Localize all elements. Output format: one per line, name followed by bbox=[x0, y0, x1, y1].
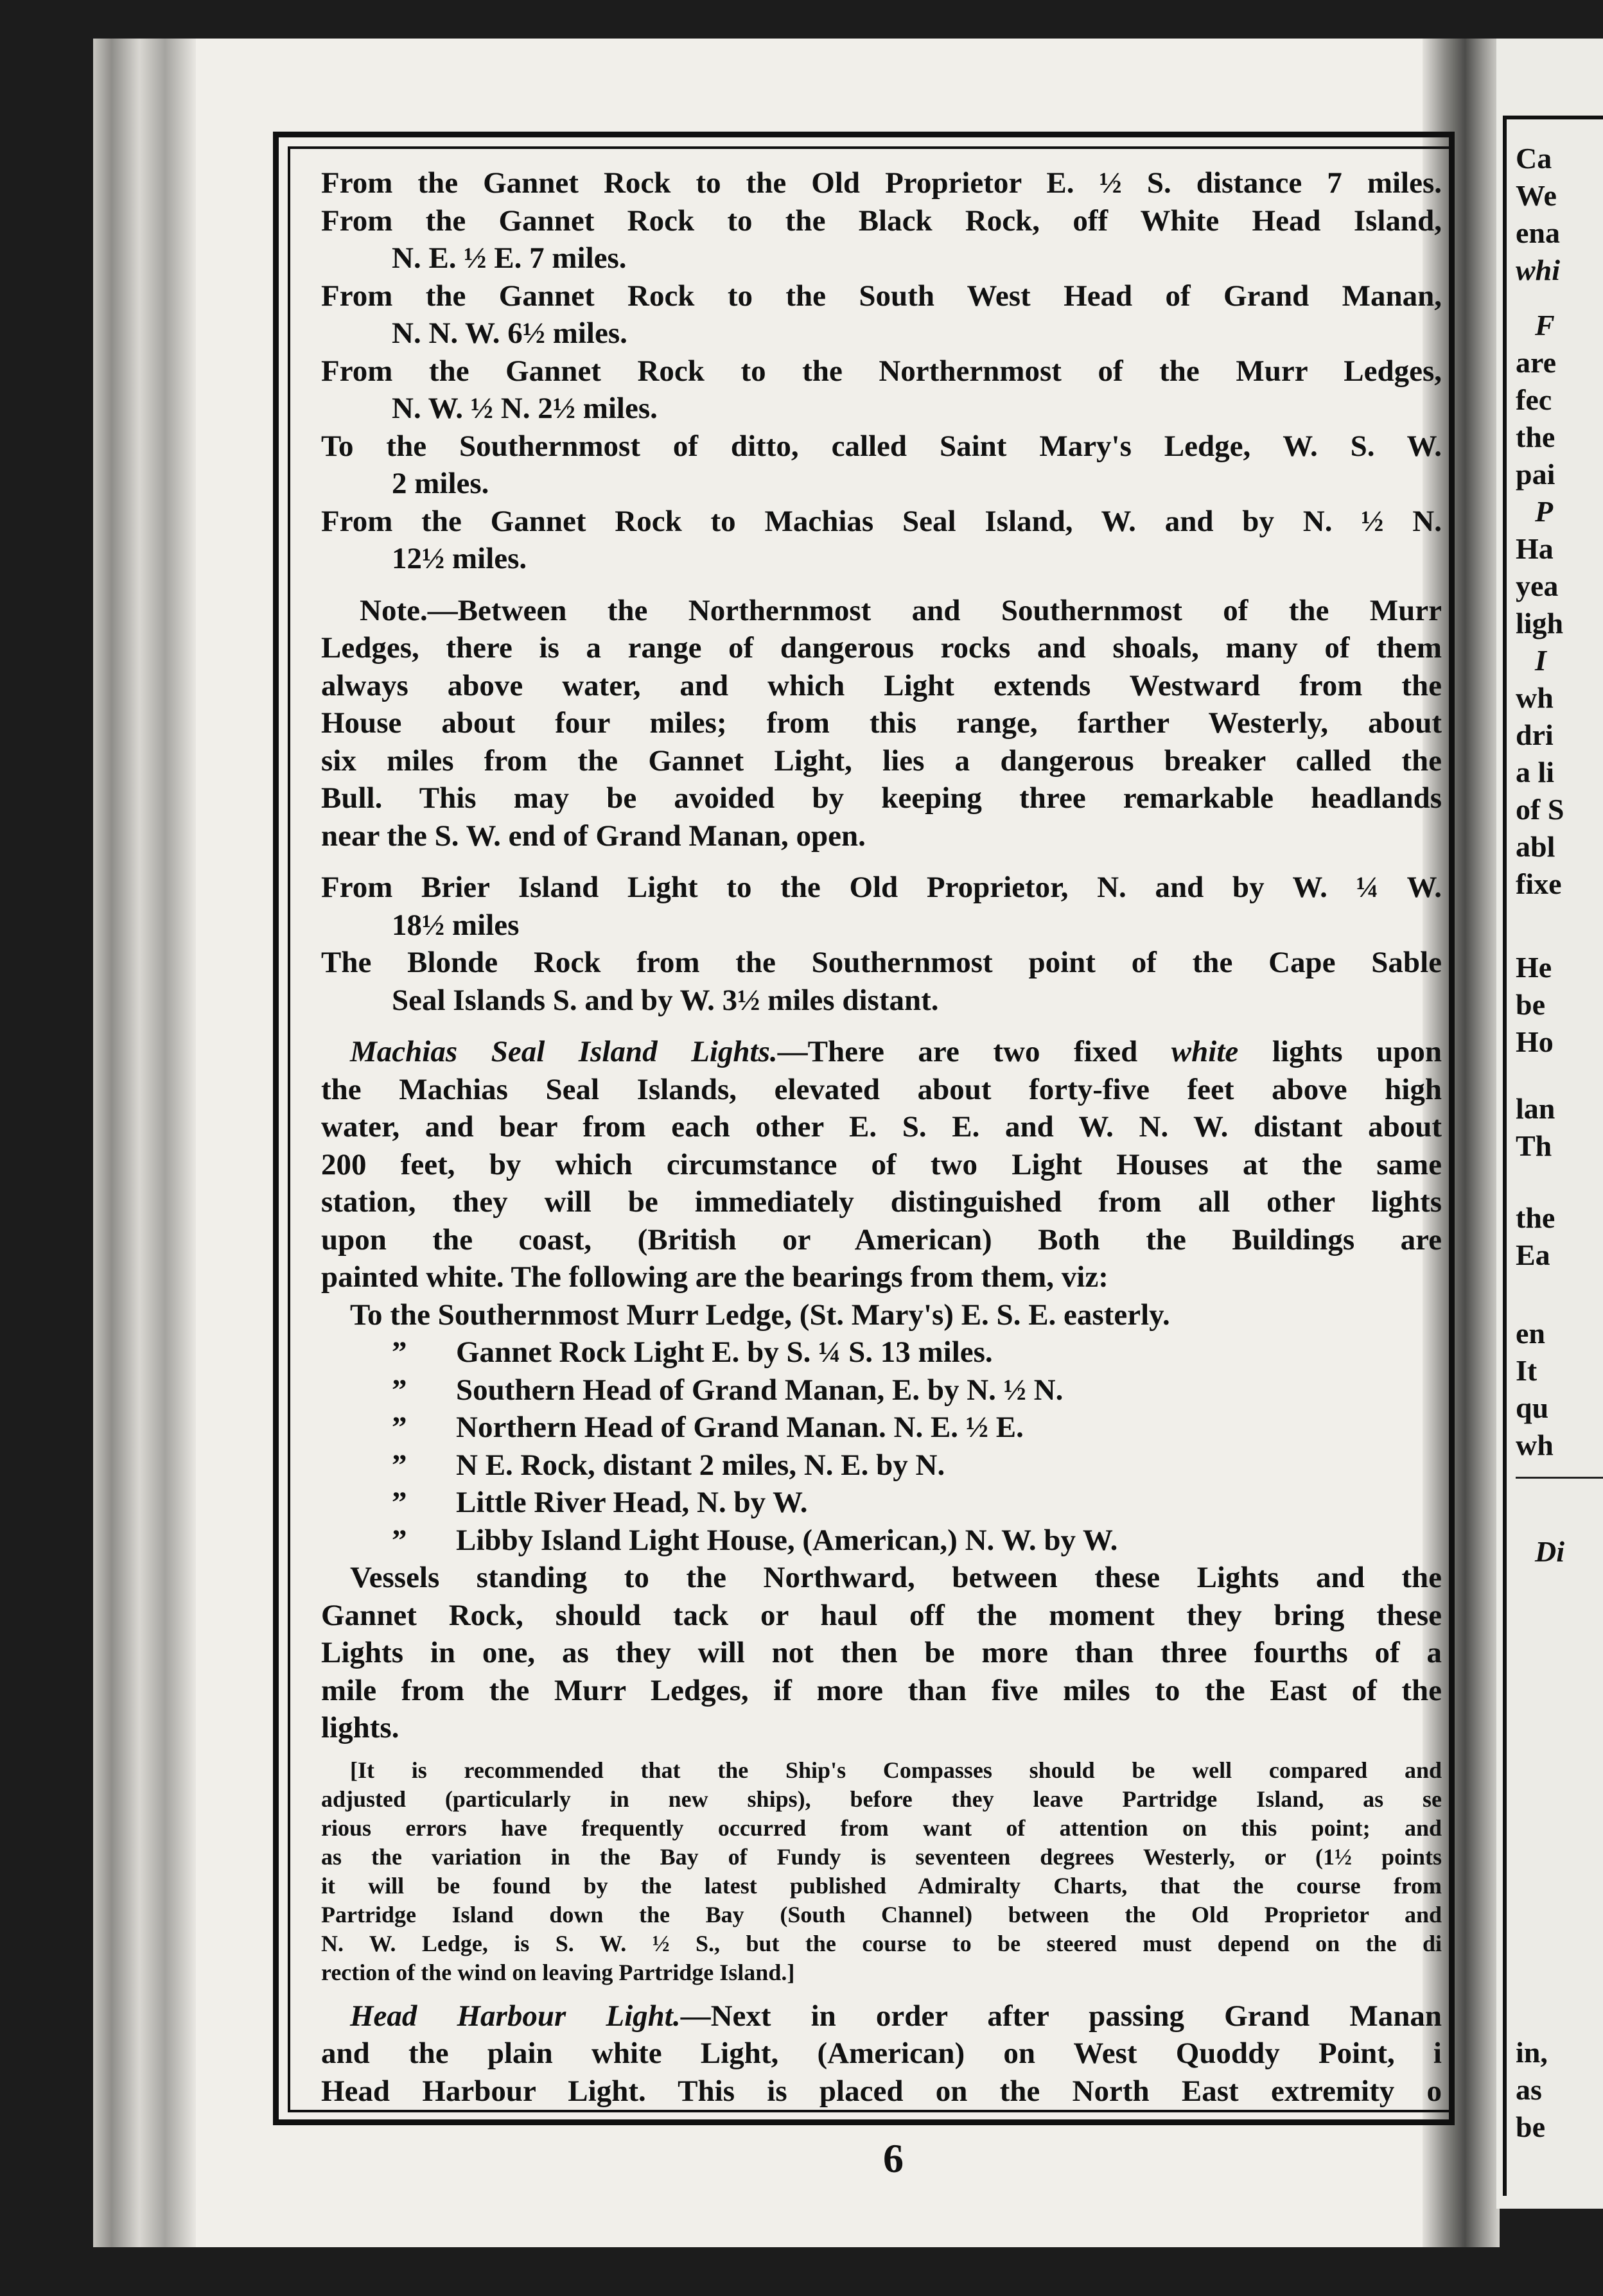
adjacent-fragment: Th bbox=[1516, 1129, 1552, 1162]
bearing-row bbox=[321, 1447, 1442, 1484]
bearing-text: N E. Rock, distant 2 miles, N. E. by N. bbox=[456, 1448, 945, 1482]
adjacent-fragment: the bbox=[1516, 1201, 1555, 1234]
bearing-row bbox=[321, 1484, 1442, 1522]
adjacent-fragment: Ea bbox=[1516, 1239, 1550, 1271]
adjacent-fragment: F bbox=[1535, 309, 1555, 342]
footnote-line: it will be found by the latest published Admiralty Charts, that the course from bbox=[321, 1872, 1442, 1899]
bearing-row bbox=[321, 1334, 1442, 1371]
text-line: 12½ miles. bbox=[392, 542, 527, 575]
adjacent-fragment: are bbox=[1516, 346, 1557, 379]
text-line: Gannet Rock, should tack or haul off the moment they bring these bbox=[321, 1598, 1442, 1632]
adjacent-fragment: in, bbox=[1516, 2036, 1548, 2069]
footnote-line: [It is recommended that the Ship's Compasses should be well compared and bbox=[350, 1757, 1442, 1783]
bearing-text: Gannet Rock Light E. by S. ¼ S. 13 miles. bbox=[456, 1335, 993, 1369]
ditto-mark: ” bbox=[392, 1373, 407, 1407]
adjacent-fragment: Ca bbox=[1516, 142, 1552, 175]
paragraph-gap bbox=[321, 1987, 1442, 1997]
adjacent-fragment: en bbox=[1516, 1317, 1545, 1350]
paragraph-gap bbox=[321, 855, 1442, 869]
text-line: Head Harbour Light.—Next in order after passing Grand Manan bbox=[350, 1999, 1442, 2033]
text-line: Seal Islands S. and by W. 3½ miles distant. bbox=[392, 983, 939, 1017]
bearing-row bbox=[321, 1409, 1442, 1447]
text-line: From Brier Island Light to the Old Proprietor, N. and by W. ¼ W. bbox=[321, 871, 1442, 904]
text-line: and the plain white Light, (American) on West Quoddy Point, i bbox=[321, 2037, 1442, 2070]
adjacent-fragment: whi bbox=[1516, 254, 1561, 286]
adjacent-fragment: I bbox=[1535, 644, 1546, 677]
ditto-mark: ” bbox=[392, 1486, 407, 1519]
text-line: upon the coast, (British or American) Both the Buildings are bbox=[321, 1222, 1442, 1257]
adjacent-fragment: P bbox=[1535, 495, 1554, 528]
adjacent-fragment: qu bbox=[1516, 1391, 1549, 1424]
adjacent-fragment: yea bbox=[1516, 570, 1559, 602]
paragraph-gap bbox=[321, 1019, 1442, 1033]
adjacent-fragment: Ho bbox=[1516, 1025, 1554, 1058]
adjacent-page bbox=[1496, 39, 1603, 2209]
adjacent-fragment: dri bbox=[1516, 718, 1554, 751]
adjacent-fragment: ligh bbox=[1516, 607, 1564, 639]
adjacent-page-frame-top bbox=[1503, 116, 1603, 119]
section-heading: Machias Seal Island Lights. bbox=[350, 1035, 778, 1068]
adjacent-fragment: abl bbox=[1516, 830, 1555, 863]
adjacent-fragment: pai bbox=[1516, 458, 1555, 491]
bearing-text: Northern Head of Grand Manan. N. E. ½ E. bbox=[456, 1411, 1024, 1444]
adjacent-fragment: of S bbox=[1516, 793, 1564, 826]
adjacent-fragment: Ha bbox=[1516, 532, 1554, 565]
adjacent-divider bbox=[1516, 1477, 1603, 1479]
footnote-line: rection of the wind on leaving Partridge Island.] bbox=[321, 1959, 795, 1985]
text-line: Ledges, there is a range of dangerous rocks and shoals, many of them bbox=[321, 631, 1442, 665]
adjacent-fragment: He bbox=[1516, 951, 1552, 984]
bearing-row bbox=[321, 1522, 1442, 1560]
footnote-line: Partridge Island down the Bay (South Channel) between the Old Proprietor and bbox=[321, 1901, 1442, 1927]
footnote-line: adjusted (particularly in new ships), before they leave Partridge Island, as se bbox=[321, 1786, 1442, 1812]
footnote-line: N. W. Ledge, is S. W. ½ S., but the course to be steered must depend on the di bbox=[321, 1930, 1442, 1956]
text-line: water, and bear from each other E. S. E. and W. N. W. distant about bbox=[321, 1110, 1442, 1144]
text-line: 2 miles. bbox=[392, 467, 489, 500]
adjacent-fragment: as bbox=[1516, 2073, 1542, 2106]
text-line: Note.—Between the Northernmost and Southernmost of the Murr bbox=[360, 593, 1442, 627]
page-text bbox=[321, 164, 1442, 2110]
bearing-row bbox=[321, 1371, 1442, 1409]
adjacent-fragment: We bbox=[1516, 179, 1557, 212]
ditto-mark: ” bbox=[392, 1523, 407, 1557]
text-line: To the Southernmost Murr Ledge, (St. Mary's) E. S. E. easterly. bbox=[350, 1298, 1170, 1332]
text-line: 18½ miles bbox=[392, 908, 520, 942]
text-line: House about four miles; from this range, farther Westerly, about bbox=[321, 706, 1442, 740]
adjacent-fragment: the bbox=[1516, 421, 1555, 453]
text-line: Lights in one, as they will not then be more than three fourths of a bbox=[321, 1636, 1442, 1669]
bearing-text: Little River Head, N. by W. bbox=[456, 1486, 808, 1519]
adjacent-fragment: be bbox=[1516, 2110, 1545, 2143]
text-line: station, they will be immediately distinguished from all other lights bbox=[321, 1185, 1442, 1219]
paragraph-gap bbox=[321, 578, 1442, 592]
text-line: painted white. The following are the bearings from them, viz: bbox=[321, 1260, 1108, 1294]
page-number: 6 bbox=[883, 2135, 904, 2181]
text-line: N. E. ½ E. 7 miles. bbox=[392, 241, 627, 275]
text-line: lights. bbox=[321, 1711, 399, 1744]
adjacent-fragment: fixe bbox=[1516, 867, 1562, 900]
text-line: always above water, and which Light extends Westward from the bbox=[321, 668, 1442, 702]
text-line: Vessels standing to the Northward, between these Lights and the bbox=[350, 1561, 1442, 1594]
adjacent-fragment: wh bbox=[1516, 1429, 1554, 1461]
text-line: The Blonde Rock from the Southernmost point of the Cape Sable bbox=[321, 946, 1442, 979]
ditto-mark: ” bbox=[392, 1411, 407, 1444]
adjacent-fragment: wh bbox=[1516, 681, 1554, 714]
section-heading: Head Harbour Light. bbox=[350, 1999, 681, 2033]
adjacent-fragment: lan bbox=[1516, 1092, 1555, 1125]
text-line: near the S. W. end of Grand Manan, open. bbox=[321, 819, 866, 853]
adjacent-page-frame bbox=[1503, 116, 1507, 2196]
adjacent-fragment: ena bbox=[1516, 216, 1560, 249]
text-line: From the Gannet Rock to the Northernmost of the Murr Ledges, bbox=[321, 354, 1442, 388]
footnote-line: rious errors have frequently occurred from want of attention on this point; and bbox=[321, 1814, 1442, 1841]
ditto-mark: ” bbox=[392, 1335, 407, 1369]
ditto-mark: ” bbox=[392, 1448, 407, 1482]
text-line: Head Harbour Light. This is placed on the North East extremity o bbox=[321, 2074, 1442, 2108]
adjacent-fragment: Di bbox=[1535, 1535, 1564, 1568]
paragraph-gap bbox=[321, 1747, 1442, 1756]
left-gutter-shadow bbox=[93, 39, 196, 2247]
text-line: the Machias Seal Islands, elevated about forty-five feet above high bbox=[321, 1072, 1442, 1106]
bearing-text: Southern Head of Grand Manan, E. by N. ½ N. bbox=[456, 1373, 1064, 1407]
text-line: Machias Seal Island Lights.—There are two fixed white lights upon bbox=[350, 1035, 1442, 1068]
text-line: mile from the Murr Ledges, if more than five miles to the East of the bbox=[321, 1673, 1442, 1707]
adjacent-fragment: be bbox=[1516, 988, 1545, 1021]
text-line: Bull. This may be avoided by keeping three remarkable headlands bbox=[321, 781, 1442, 815]
adjacent-fragment: It bbox=[1516, 1354, 1537, 1387]
text-line: N. W. ½ N. 2½ miles. bbox=[392, 392, 658, 425]
text-line: To the Southernmost of ditto, called Saint Mary's Ledge, W. S. W. bbox=[321, 429, 1442, 463]
page-frame-inner bbox=[288, 146, 1455, 2112]
text-line: six miles from the Gannet Light, lies a dangerous breaker called the bbox=[321, 744, 1442, 778]
text-line: N. N. W. 6½ miles. bbox=[392, 317, 627, 350]
text-line: From the Gannet Rock to the South West Head of Grand Manan, bbox=[321, 279, 1442, 313]
text-line: 200 feet, by which circumstance of two Light Houses at the same bbox=[321, 1147, 1442, 1181]
text-line: From the Gannet Rock to the Black Rock, off White Head Island, bbox=[321, 204, 1442, 238]
adjacent-fragment: a li bbox=[1516, 756, 1555, 788]
bearing-text: Libby Island Light House, (American,) N. W. by W. bbox=[456, 1523, 1118, 1557]
text-line: From the Gannet Rock to Machias Seal Island, W. and by N. ½ N. bbox=[321, 504, 1442, 538]
adjacent-fragment: fec bbox=[1516, 383, 1552, 416]
text-line: From the Gannet Rock to the Old Proprietor E. ½ S. distance 7 miles. bbox=[321, 166, 1442, 200]
footnote-line: as the variation in the Bay of Fundy is seventeen degrees Westerly, or (1½ points bbox=[321, 1843, 1442, 1870]
